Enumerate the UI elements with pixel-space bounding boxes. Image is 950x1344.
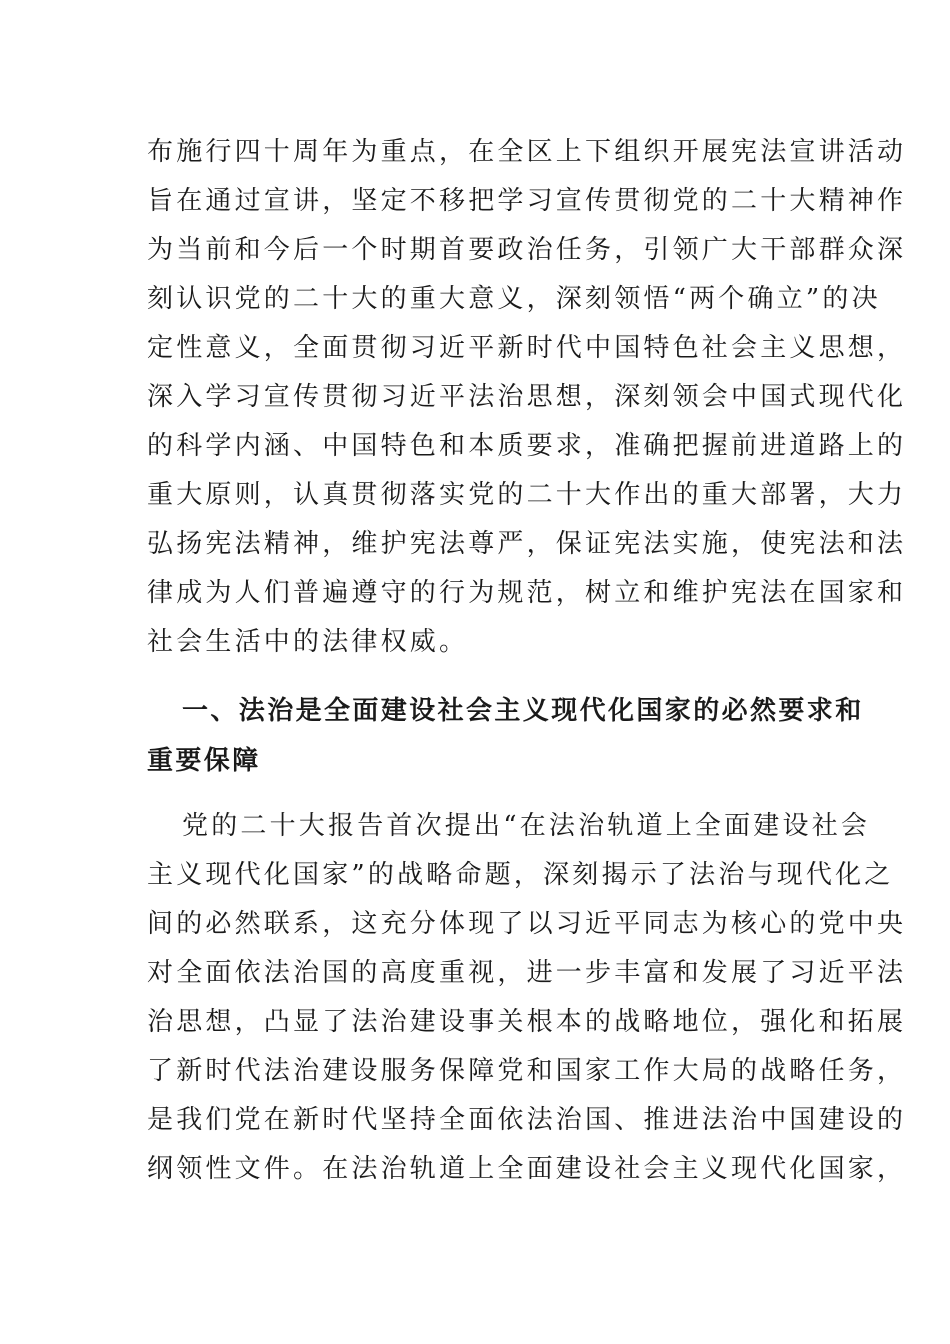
paragraph-line: 纲领性文件。在法治轨道上全面建设社会主义现代化国家， [147, 1154, 907, 1184]
paragraph-line: 社会生活中的法律权威。 [147, 627, 469, 657]
paragraph-line: 定性意义，全面贯彻习近平新时代中国特色社会主义思想， [147, 333, 907, 363]
paragraph-line: 是我们党在新时代坚持全面依法治国、推进法治中国建设的 [147, 1105, 907, 1135]
paragraph-line: 重大原则，认真贯彻落实党的二十大作出的重大部署，大力 [147, 480, 907, 510]
paragraph-line: 律成为人们普遍遵守的行为规范，树立和维护宪法在国家和 [147, 578, 907, 608]
paragraph-line: 布施行四十周年为重点，在全区上下组织开展宪法宣讲活动 [147, 137, 907, 167]
paragraph-line: 对全面依法治国的高度重视，进一步丰富和发展了习近平法 [147, 958, 907, 988]
paragraph-line: 了新时代法治建设服务保障党和国家工作大局的战略任务， [147, 1056, 907, 1086]
paragraph-line: 的科学内涵、中国特色和本质要求，准确把握前进道路上的 [147, 431, 907, 461]
paragraph-line: 为当前和今后一个时期首要政治任务，引领广大干部群众深 [147, 235, 907, 265]
section-heading: 一、法治是全面建设社会主义现代化国家的必然要求和 [182, 696, 864, 726]
paragraph-line: 深入学习宣传贯彻习近平法治思想，深刻领会中国式现代化 [147, 382, 907, 412]
paragraph-line: 刻认识党的二十大的重大意义，深刻领悟“两个确立”的决 [147, 284, 881, 314]
paragraph-line: 主义现代化国家”的战略命题，深刻揭示了法治与现代化之 [147, 860, 894, 890]
paragraph-line: 间的必然联系，这充分体现了以习近平同志为核心的党中央 [147, 909, 907, 939]
section-heading: 重要保障 [147, 746, 261, 776]
paragraph-line: 弘扬宪法精神，维护宪法尊严，保证宪法实施，使宪法和法 [147, 529, 907, 559]
paragraph-line: 治思想，凸显了法治建设事关根本的战略地位，强化和拓展 [147, 1007, 907, 1037]
paragraph-line: 党的二十大报告首次提出“在法治轨道上全面建设社会 [182, 811, 871, 841]
paragraph-line: 旨在通过宣讲，坚定不移把学习宣传贯彻党的二十大精神作 [147, 186, 907, 216]
